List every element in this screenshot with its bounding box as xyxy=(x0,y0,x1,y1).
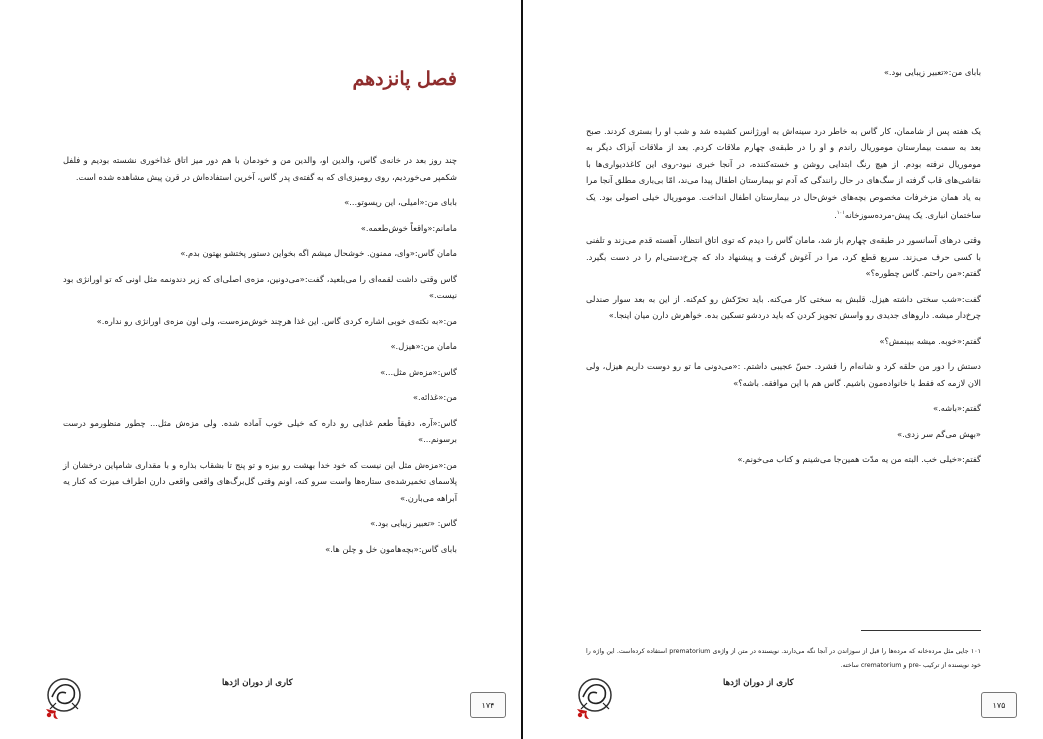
book-title: کاری از دوران اژدها xyxy=(723,678,794,688)
paragraph: گفتم:«خوبه. میشه ببینمش؟» xyxy=(879,335,981,346)
chapter-title: فصل پانزدهم xyxy=(352,68,457,90)
paragraph: گفتم:«باشه.» xyxy=(933,403,981,414)
paragraph: گاس:«مزه‌ش مثل...» xyxy=(380,366,457,377)
paragraph: بابای من:«تعبیر زیبایی بود.» xyxy=(883,67,981,77)
paragraph-text: یک هفته پس از شاممان، کار گاس به خاطر درد سینه‌اش به اورژانس کشیده شد و شب او را بستری کردند. صبح بعد به سمت بیمارستان موموریال راندم و او را در طبقه‌ی چهارم ملاقات کردم. بعد از ملاقات آیزاک دیگر به موموریال نرفته بودم. از هیچ رنگ ابتدایی روشن و خسته‌کننده، در آنجا خبری نبود-روی این کاغذدیواری‌ها با نقاشی‌های قاب گرفته از سگ‌های در حال رانندگی که آدم تو بیمارستان اطفال پیدا می‌ند، امّا بی‌باری مطلق آنجا مرا به یاد همان مزخرفات مخصوص بچه‌های خوش‌حال در بیمارستان اطفال انداخت. موموریال خیلی اصولی بود. یک ساختمان انباری. یک پیش-مرده‌سوزخانه xyxy=(586,125,981,220)
paragraph: من:«به نکته‌ی خوبی اشاره کردی گاس. این غذا هرچند خوش‌مزه‌ست، ولی اون مزه‌ی اورانژی رو نداره.» xyxy=(96,315,457,326)
page-number: ۱۷۵ xyxy=(981,692,1017,718)
paragraph: من:«غذائه.» xyxy=(412,392,457,402)
paragraph: «بهش می‌گم سر زدی.» xyxy=(897,428,981,439)
page-number: ۱۷۴ xyxy=(470,692,506,718)
right-page xyxy=(523,0,1043,739)
paragraph: گاس وقتی داشت لقمه‌ای را می‌بلعید، گفت:«می‌دونین، مزه‌ی اصلی‌ای که زیر دندونمه مثل اونی که تو اورانژی بود نیست.» xyxy=(63,273,457,300)
paragraph: مامانم:«واقعاً خوش‌طعمه.» xyxy=(360,222,457,233)
paragraph: بابای من:«امیلی، این ریسوتو...» xyxy=(344,197,457,207)
paragraph: من:«مزه‌ش مثل این نیست که خود خدا بهشت رو بیزه و تو پنج تا بشقاب بذاره و با مقداری شامپاین درخشان از پلاسمای تخمیرشده‌ی ستاره‌ها واست سرو کنه، اونم وقتی گل‌برگ‌های واقعی واقعی دارن اطراف میزت که کنار یه آبراهه می‌بارن.» xyxy=(63,459,457,503)
paragraph: چند روز بعد در خانه‌ی گاس، والدین او، والدین من و خودمان با هم دور میز اتاق غذاخوری نشسته بودیم و فلفل شکمپر می‌خوردیم، روی رومیزی‌ای که به گفته‌ی پدر گاس، آخرین استفاده‌اش در قرن پیش مشاهده شده است. xyxy=(63,155,457,182)
left-page-text xyxy=(63,152,457,566)
footnote: ۱۰۱ جایی مثل مرده‌خانه که مرده‌ها را قبل از سوزاندن در آنجا نگه می‌دارند. نویسنده در متن از واژه‌ی prematorium استفاده کرده‌است. این واژه را خود نویسنده از ترکیب -pre و crematorium ساخته. xyxy=(586,648,981,669)
paragraph: بابای گاس:«بچه‌هامون خل و چلن ها.» xyxy=(325,543,457,554)
left-page xyxy=(0,0,521,739)
dragon-emblem-icon xyxy=(42,675,84,721)
paragraph: مامان من:«هیزل.» xyxy=(390,341,457,351)
right-page-text xyxy=(586,64,981,477)
paragraph: گفتم:«خیلی خب. البته من یه مدّت همین‌جا می‌شینم و کتاب می‌خونم.» xyxy=(737,454,981,465)
dragon-emblem-icon xyxy=(573,675,615,721)
paragraph: یک هفته پس از شاممان، کار گاس به خاطر درد سینه‌اش به اورژانس کشیده شد و شب او را بستری کردند. صبح بعد به سمت بیمارستان موموریال راندم و او را در طبقه‌ی چهارم ملاقات کردم. بعد از ملاقات آیزاک دیگر به موموریال نرفته بودم. از هیچ رنگ ابتدایی روشن و خسته‌کننده، در آنجا خبری نبود-روی این کاغذدیواری‌ها با نقاشی‌های قاب گرفته از سگ‌های در حال رانندگی که آدم تو بیمارستان اطفال پیدا می‌ند، امّا بی‌باری مطلق آنجا مرا به یاد همان مزخرفات مخصوص بچه‌های خوش‌حال در بیمارستان اطفال انداخت. موموریال خیلی اصولی بود. یک ساختمان انباری. یک پیش-مرده‌سوزخانه$^{۱۰۱}$. xyxy=(586,125,981,220)
paragraph: گاس: «تعبیر زیبایی بود.» xyxy=(370,518,457,528)
paragraph: مامان گاس:«وای، ممنون. خوشحال میشم اگه بخواین دستور پختشو بهتون بدم.» xyxy=(180,248,457,258)
book-title: کاری از دوران اژدها xyxy=(222,678,293,688)
paragraph: وقتی درهای آسانسور در طبقه‌ی چهارم باز شد، مامان گاس را دیدم که توی اتاق انتظار، آهسته قدم می‌زند و تلفنی با کسی حرف می‌زند. سریع قطع کرد، مرا در آغوش گرفت و پیشنهاد داد که چرخ‌دستی‌ام را در دست بگیرد. گفتم:«من راحتم. گاس چطوره؟» xyxy=(586,235,981,279)
footnote-marker: ۱۰۱ xyxy=(836,210,845,216)
footnote-divider xyxy=(861,630,981,631)
paragraph: دستش را دور من حلقه کرد و شانه‌ام را فشرد. حسّ عجیبی داشتم. :«می‌دونی ما تو رو دوست داریم هیزل، ولی الان لازمه که فقط با خانواده‌مون باشیم. گاس هم با این موافقه. باشه؟» xyxy=(586,361,981,388)
paragraph: گاس:«آره، دقیقاً طعم غذایی رو داره که خیلی خوب آماده شده. ولی مزه‌ش مثل... چطور منظورمو درست برسونم...» xyxy=(63,417,457,444)
paragraph: گفت:«شب سختی داشته هیزل. قلبش به سختی کار می‌کنه. باید تحرّکش رو کم‌کنه. از این به بعد سوار صندلی چرخ‌دار میشه. داروهای جدیدی رو واسش تجویز کردن که باید دردشو تسکین بده. خواهرش دارن میان اینجا.» xyxy=(586,293,981,321)
